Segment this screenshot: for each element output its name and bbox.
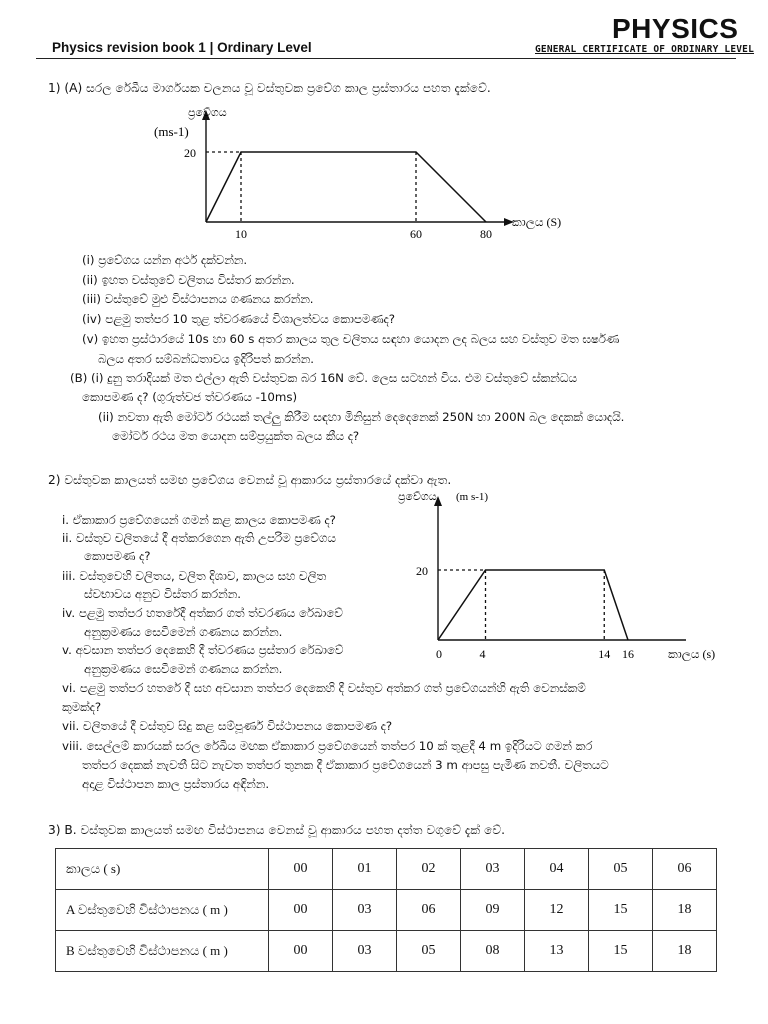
q1-graph-ylabel: ප්‍රවේගය [188, 107, 227, 119]
table-cell: 00 [269, 931, 333, 972]
exam-subtitle: GENERAL CERTIFICATE OF ORDINARY LEVEL [535, 44, 755, 55]
header-divider [36, 58, 736, 59]
q1-graph-x-tick-label: 10 [235, 227, 247, 241]
q1-graph-y-tick-label: 20 [184, 146, 196, 160]
q2-question-line: ස්වභාවය අනුව විස්තර කරන්න. [84, 587, 241, 601]
q1-graph-yunit: (ms-1) [154, 124, 189, 139]
document-header-left: Physics revision book 1 | Ordinary Level [52, 40, 312, 55]
q2-question-line: i. ඒකාකාර ප්‍රවේගයෙන් ගමන් කළ කාලය කොපමණ ද? [62, 513, 336, 527]
q2-question-line: අනුක්‍රමණය සෙවීමෙන් ගණනය කරන්න. [84, 625, 283, 639]
q2-question-line: ii. වස්තුව චලිතයේ දී අත්කරගෙන ඇති උපරිම ප්‍රවේගය [62, 531, 336, 545]
q2-question-line: තත්පර දෙකක් නැවතී සිට නැවත තත්පර තුනක දී ඒකාකාර ප්‍රවේගයෙන් 3 m ආපසු පැමිණ නවතී. චලිතයට [82, 758, 609, 772]
table-cell: 04 [525, 849, 589, 890]
table-row [56, 890, 717, 931]
table-cell: 05 [589, 849, 653, 890]
table-cell: 05 [397, 931, 461, 972]
q1-graph-xlabel: කාලය (S) [512, 215, 562, 229]
table-row [56, 931, 717, 972]
q2-question-line: කුමක්ද? [62, 700, 102, 714]
q1-intro: 1) (A) සරල රේඛීය මාර්ගයක චලනය වූ වස්තුවක ප්‍රවේග කාල ප්‍රස්තාරය පහත දැක්වේ. [48, 81, 491, 95]
q2-graph-yunit: (m s-1) [456, 491, 489, 503]
q2-velocity-time-graph [380, 488, 740, 670]
table-cell: 00 [269, 849, 333, 890]
q2-question-line: v. අවසාන තත්පර දෙකෙහි දී ත්වරණය ප්‍රස්තාර රේඛාවේ [62, 643, 344, 657]
table-row-header: A වස්තුවෙහි විස්ථාපනය ( m ) [56, 890, 269, 931]
q1-question-line: (i) ප්‍රවේගය යන්න අර්ථ දක්වන්න. [82, 253, 248, 267]
q2-question-line: කොපමණ ද? [84, 549, 151, 563]
q1-graph-x-tick-label: 80 [480, 227, 492, 241]
table-cell: 15 [589, 931, 653, 972]
q2-graph-y-tick-label: 20 [416, 564, 428, 578]
table-cell: 02 [397, 849, 461, 890]
q1-graph-series-line [206, 152, 486, 222]
table-cell: 03 [333, 890, 397, 931]
q1-question-line: (iv) පළමු තත්පර 10 තුළ ත්වරණයේ විශාලත්වය කොපමණද? [82, 312, 396, 326]
table-cell: 01 [333, 849, 397, 890]
q2-graph-x-tick-label: 14 [598, 647, 611, 661]
table-row [56, 849, 717, 890]
table-cell: 03 [333, 931, 397, 972]
table-cell: 09 [461, 890, 525, 931]
q2-question-line: අනුක්‍රමණය සෙවීමෙන් ගණනය කරන්න. [84, 662, 283, 676]
q3-intro: 3) B. වස්තුවක කාලයත් සමඟ විස්ථාපනය වෙනස් වූ ආකාරය පහත දත්ත වගුවේ දැක් වේ. [48, 823, 505, 837]
q2-question-line: vii. චලිතයේ දී වස්තුව සිදු කළ සම්පූර්ණ විස්ථාපනය කොපමණ ද? [62, 719, 393, 733]
table-cell: 13 [525, 931, 589, 972]
table-cell: 03 [461, 849, 525, 890]
q1-velocity-time-graph [140, 106, 600, 246]
q1-question-line: (ii) ඉහත වස්තුවේ චලිතය විස්තර කරන්න. [82, 273, 295, 287]
q2-question-line: vi. පළමු තත්පර හතරේ දී සහ අවසාන තත්පර දෙකෙහි දී වස්තුව අත්කර ගත් ප්‍රවේගයන්හි ඇති වෙනස්කම් [62, 681, 586, 695]
table-cell: 06 [397, 890, 461, 931]
q1-question-line: (iii) වස්තුවේ මුළු විස්ථාපනය ගණනය කරන්න. [82, 292, 314, 306]
q2-graph-xlabel: කාලය (s) [668, 647, 716, 661]
q1-question-line: කොපමණ ද? (ගුරුත්වජ ත්වරණය -10ms) [82, 390, 298, 404]
q1-question-line: මෝටර් රථය මත යොදන සම්ප්‍රයුක්ත බලය කීය ද? [112, 429, 360, 443]
table-cell: 00 [269, 890, 333, 931]
table-cell: 15 [589, 890, 653, 931]
q2-graph-x-tick-label: 0 [436, 647, 442, 661]
q1-question-line: බලය අතර සම්බන්ධතාවය ඉදිරිපත් කරන්න. [98, 352, 314, 366]
q2-graph-series-line [438, 570, 628, 640]
q2-question-line: viii. සෙල්ලම් කාරයක් සරල රේඛීය මඟක ඒකාකාර ප්‍රවේගයෙන් තත්පර 10 ක් තුළදී 4 m ඉදිරියට ගමන් කර [62, 739, 593, 753]
subject-title: PHYSICS [612, 13, 739, 44]
table-cell: 18 [653, 890, 717, 931]
q2-intro: 2) වස්තුවක කාලයත් සමඟ ප්‍රවේගය වෙනස් වූ ආකාරය ප්‍රස්තාරයේ දක්වා ඇත. [48, 473, 452, 487]
q2-question-line: අදාළ විස්ථාපන කාල ප්‍රස්තාරය අඳින්න. [82, 777, 270, 791]
q2-graph-x-tick-label: 16 [622, 647, 634, 661]
q1-question-line: (ii) නවතා ඇති මෝටර් රථයක් තල්ලු කිරීම සඳහා මිනිසුන් දෙදෙනෙක් 250N හා 200N බල දෙකක් යොදයි. [98, 410, 625, 424]
q2-question-line: iv. පළමු තත්පර හතරේදී අත්කර ගත් ත්වරණය රේඛාවේ [62, 606, 343, 620]
table-row-header: B වස්තුවෙහි විස්ථාපනය ( m ) [56, 931, 269, 972]
q3-data-table [55, 848, 717, 972]
table-cell: 06 [653, 849, 717, 890]
q1-question-line: (B) (i) දුනු තරාදියක් මත එල්ලා ඇති වස්තුවක බර 16N වේ. ලෙස සටහන් විය. එම වස්තුවේ ස්කන්ධය [70, 371, 577, 385]
table-row-header: කාලය ( s) [56, 849, 269, 890]
q2-graph-ylabel: ප්‍රවේගය [398, 491, 437, 503]
table-cell: 18 [653, 931, 717, 972]
q1-graph-x-tick-label: 60 [410, 227, 422, 241]
q1-question-line: (v) ඉහත ප්‍රස්ථාරයේ 10s හා 60 s අතර කාලය තුල චලිතය සඳහා යොදන ලද බලය සහ වස්තුව මත ඝර්ෂණ [82, 332, 620, 346]
table-cell: 12 [525, 890, 589, 931]
q2-graph-x-tick-label: 4 [479, 647, 486, 661]
table-cell: 08 [461, 931, 525, 972]
q2-question-line: iii. වස්තුවෙහි චලිතය, චලිත දිශාව, කාලය සහ චලිත [62, 569, 327, 583]
